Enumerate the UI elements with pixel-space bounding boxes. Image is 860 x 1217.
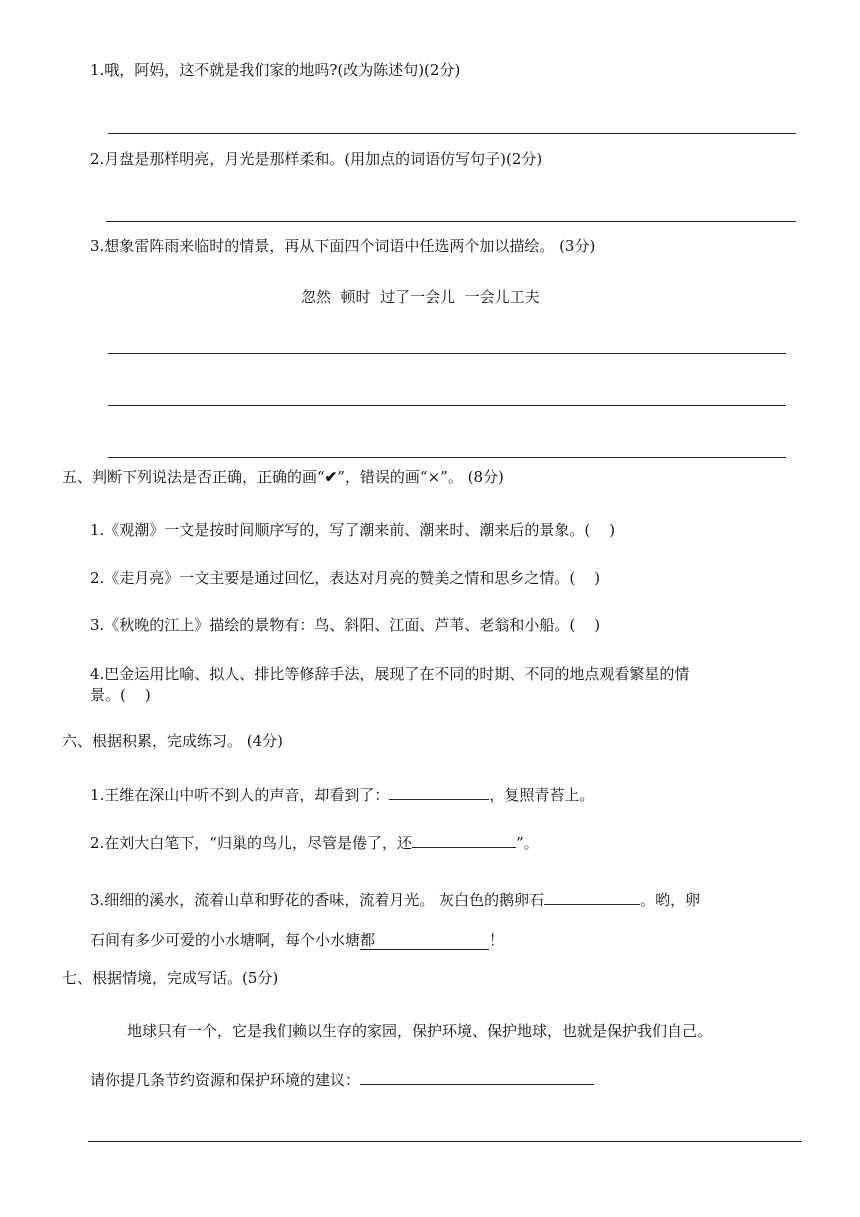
fill-item-2: 2.在刘大白笔下，“归巢的鸟儿，尽管是倦了，还 ”。 [90,831,539,853]
judge-item-1: 1.《观潮》一文是按时间顺序写的，写了潮来前、潮来时、潮来后的景象。( ) [90,521,616,539]
check-mark-icon: ✔ [324,468,338,486]
fill-item-3-line-1: 3.细细的溪水，流着山草和野花的香味，流着月光。 灰白色的鹅卵石 。哟，卵 [90,888,700,910]
fill-blank[interactable] [360,1068,594,1085]
fill-item-1: 1.王维在深山中听不到人的声音，却看到了： ，复照青苔上。 [90,783,594,805]
answer-line[interactable] [108,353,786,354]
fill-blank[interactable]: 都 [360,931,489,950]
writing-passage: 地球只有一个，它是我们赖以生存的家园，保护环境、保护地球，也就是保护我们自己。 [127,1022,713,1040]
question-imitate-sentence: 2.月盘是那样明亮，月光是那样柔和。(用加点的词语仿写句子)(2分) [90,150,543,168]
answer-line[interactable] [106,221,796,222]
section-7-heading: 七、根据情境，完成写话。(5分) [62,969,279,987]
answer-line[interactable] [108,457,786,458]
question-rewrite-statement: 1.哦，阿妈，这不就是我们家的地吗?(改为陈述句)(2分) [90,61,461,79]
judge-item-3: 3.《秋晚的江上》描绘的景物有：鸟、斜阳、江面、芦苇、老翁和小船。( ) [90,616,601,634]
judge-item-2: 2.《走月亮》一文主要是通过回忆，表达对月亮的赞美之情和思乡之情。( ) [90,569,601,587]
question-describe-storm: 3.想象雷阵雨来临时的情景，再从下面四个词语中任选两个加以描绘。 (3分) [90,237,596,255]
answer-line[interactable] [88,1141,802,1142]
writing-prompt: 请你提几条节约资源和保护环境的建议： [90,1068,594,1090]
answer-line[interactable] [108,405,786,406]
section-5-heading: 五、判断下列说法是否正确，正确的画“✔”，错误的画“×”。 (8分) [62,468,504,486]
fill-blank[interactable] [412,831,516,848]
fill-item-3-line-2: 石间有多少可爱的小水塘啊，每个小水塘都 ！ [90,931,505,949]
judge-item-4-line-1: 4.巴金运用比喻、拟人、排比等修辞手法，展现了在不同的时期、不同的地点观看繁星的情 [90,665,690,683]
fill-blank[interactable] [389,783,489,800]
answer-line[interactable] [108,133,796,134]
word-choices: 忽然 顿时 过了一会儿 一会儿工夫 [301,288,540,306]
fill-blank[interactable] [544,888,640,905]
judge-item-4-line-2: 景。( ) [90,686,151,704]
section-6-heading: 六、根据积累，完成练习。 (4分) [62,732,284,750]
